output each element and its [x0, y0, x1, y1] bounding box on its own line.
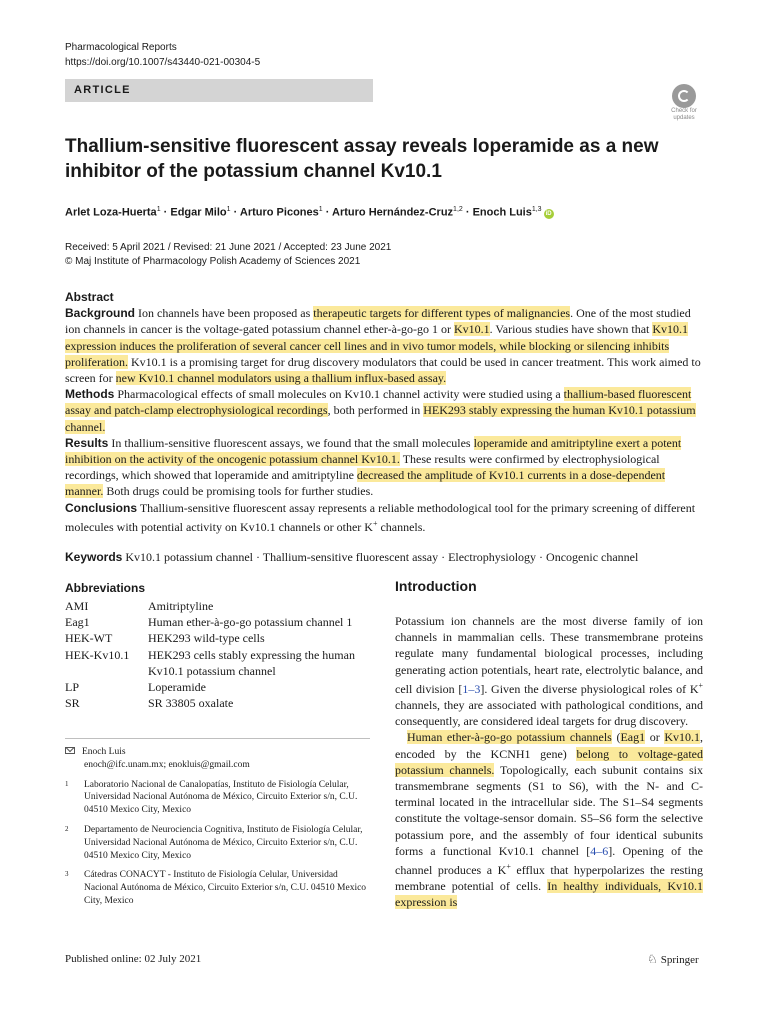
highlighted-text: Eag1	[620, 730, 646, 745]
check-updates-line1: Check for	[671, 108, 697, 114]
dates-line: Received: 5 April 2021 / Revised: 21 June 2021 / Accepted: 23 June 2021	[65, 242, 392, 253]
text-run: channels, they are associated with pathological conditions, and consequently, are considered ideal targets for drug discovery.	[395, 698, 703, 729]
affiliation-text: Cátedras CONACYT - Instituto de Fisiología Celular, Universidad Nacional Autónoma de México, Circuito Exterior s/n, C.U. 04510 Mexico City, Mexico	[84, 870, 367, 906]
highlighted-text: belong to voltage-gated potassium channels.	[395, 746, 703, 777]
affiliation-number: 2	[65, 824, 69, 833]
abbreviation-term: HEK-WT	[65, 631, 113, 646]
keywords-label: Keywords	[65, 550, 123, 564]
abbreviation-definition: Loperamide	[148, 680, 206, 695]
introduction-body	[395, 613, 703, 911]
affiliation-item	[65, 869, 370, 907]
text-run: channels.	[377, 519, 426, 534]
highlighted-text: Kv10.1	[453, 322, 490, 337]
text-run: ]. Given the diverse physiological roles of K	[480, 681, 699, 696]
check-updates-line2: updates	[673, 115, 695, 121]
highlighted-text: loperamide and amitriptyline exert a potent inhibition on the activity of the oncogenic potassium channel Kv10.1.	[65, 435, 682, 467]
text-run: . One of the most studied ion channels in cancer is the voltage-gated potassium channel ether-à-go-go 1 or	[65, 306, 691, 337]
background-label: Background	[65, 306, 136, 321]
text-run: Topologically, each subunit contains six transmembrane segments (S1 to S6), with the N- and C-terminal located in the intracellular side. The S1–S4 segments constitute the voltage-sensor domain. S5–S6 form the selective potassium pore, and the assembly of four identical subunits forms a functional Kv10.1 channel [	[395, 762, 704, 858]
highlighted-text: therapeutic targets for different types of malignancies	[313, 306, 571, 321]
publication-dates	[65, 241, 391, 269]
highlighted-text: Kv10.1	[664, 730, 701, 745]
author-name[interactable]: Arlet Loza-Huerta	[65, 206, 157, 219]
highlighted-text: decreased the amplitude of Kv10.1 currents in a dose-dependent manner.	[65, 468, 666, 499]
results-text	[65, 436, 681, 499]
highlighted-text: Human ether-à-go-go potassium channels	[407, 730, 612, 745]
orcid-icon[interactable]: iD	[545, 210, 552, 217]
article-title: Thallium-sensitive fluorescent assay reveals loperamide as a new inhibitor of the potassium channel Kv10.1	[65, 136, 659, 182]
conclusions-label: Conclusions	[65, 500, 138, 515]
journal-header	[65, 40, 260, 70]
abbreviation-row	[65, 630, 385, 646]
abbreviation-row	[65, 679, 385, 695]
methods-text	[65, 387, 696, 433]
text-run: Potassium ion channels are the most diverse family of ion channels in mammalian cells. These transmembrane proteins regulate many fundamental biological processes, including generating action potentials, heart rate, electrolytic balance, and cell division [	[395, 614, 703, 696]
published-online: Published online: 02 July 2021	[65, 953, 202, 965]
affiliation-list	[65, 779, 370, 908]
abbreviations-list	[65, 598, 385, 711]
text-run: Pharmacological effects of small molecules on Kv10.1 channel activity were studied using a	[117, 387, 564, 402]
author-name[interactable]: Arturo Picones	[239, 206, 319, 219]
text-run: Kv10.1 is a promising target for drug discovery modulators that could be used in cancer treatment. This work aimed to screen for	[65, 354, 701, 386]
journal-name: Pharmacological Reports	[65, 42, 177, 53]
text-run: Thallium-sensitive fluorescent assay represents a reliable methodological tool for the primary screening of different molecules with potential activity on Kv10.1 channels or other K	[65, 500, 696, 534]
abbreviations-heading: Abbreviations	[65, 581, 146, 595]
affiliation-number: 1	[65, 779, 69, 788]
abbreviation-row	[65, 647, 385, 679]
highlighted-text: Kv10.1 expression induces the proliferation of several cancer cell lines and in vivo tumor models, while blocking or silencing inhibits proliferation.	[65, 322, 689, 369]
abbreviation-term: AMI	[65, 599, 89, 613]
abbreviation-definition: HEK293 wild-type cells	[148, 631, 265, 646]
text-run: (	[611, 730, 621, 745]
background-text	[65, 306, 701, 385]
affiliation-text: Departamento de Neurociencia Cognitiva, Instituto de Fisiología Celular, Universidad Nacional Autónoma de México, Circuito Exterior s/n, C.U. 04510 Mexico City, Mexico	[84, 824, 363, 861]
check-for-updates-badge[interactable]	[664, 84, 704, 124]
contact-and-affiliations	[65, 746, 370, 908]
text-run: or	[645, 730, 665, 745]
text-run: Ion channels have been proposed as	[138, 306, 314, 321]
intro-paragraph-2	[395, 729, 703, 910]
text-run: efflux that hyperpolarizes the resting membrane potential of cells.	[395, 863, 704, 894]
springer-horse-icon: ♘	[647, 952, 658, 966]
affiliation-text: Laboratorio Nacional de Canalopatías, Instituto de Fisiología Celular, Universidad Nacional Autónoma de México, Circuito Exterior s/n, C.U. 04510 Mexico City, Mexico	[84, 779, 358, 816]
abbreviation-row	[65, 614, 385, 630]
text-run: , encoded by the KCNH1 gene)	[395, 730, 704, 761]
author-affiliation-mark: 1	[226, 206, 231, 213]
abbreviation-definition: Human ether-à-go-go potassium channel 1	[148, 615, 353, 630]
abstract-conclusions	[65, 500, 703, 535]
citation-link[interactable]: 4–6	[590, 843, 609, 858]
abbreviation-definition: Amitriptyline	[148, 599, 214, 613]
text-run: Both drugs could be promising tools for further studies.	[103, 484, 374, 499]
abbreviation-definition: HEK293 cells stably expressing the human Kv10.1 potassium channel	[148, 647, 355, 678]
envelope-icon	[65, 747, 75, 754]
author-separator: ·	[462, 206, 473, 219]
highlighted-text: HEK293 stably expressing the human Kv10.1 potassium channel.	[65, 403, 696, 434]
abbreviation-definition: SR 33805 oxalate	[148, 696, 234, 711]
abbreviation-term: Eag1	[65, 615, 90, 630]
text-run: +	[506, 862, 511, 872]
author-separator: ·	[230, 206, 240, 219]
affiliation-number: 3	[65, 870, 69, 879]
author-affiliation-mark: 1	[318, 206, 323, 213]
author-list	[65, 202, 554, 221]
conclusions-text	[65, 501, 695, 534]
keywords-line	[65, 549, 703, 565]
author-separator: ·	[160, 206, 171, 219]
contact-name: Enoch Luis	[82, 747, 126, 757]
highlighted-text: thallium-based fluorescent assay and patch-clamp electrophysiological recordings	[65, 387, 692, 418]
publisher-mark	[647, 952, 699, 967]
author-name[interactable]: Arturo Hernández-Cruz	[332, 206, 454, 219]
abbreviation-row	[65, 598, 385, 614]
author-separator: ·	[322, 206, 333, 219]
abstract-section	[65, 289, 703, 535]
author-name[interactable]: Edgar Milo	[170, 206, 227, 219]
text-run: ]. Opening of the channel produces a K	[395, 843, 704, 878]
abbreviation-term: HEK-Kv10.1	[65, 647, 130, 662]
abstract-methods	[65, 386, 703, 435]
methods-label: Methods	[65, 387, 115, 402]
text-run: . Various studies have shown that	[489, 322, 653, 337]
intro-paragraph-1	[395, 613, 703, 729]
abbreviation-row	[65, 695, 385, 711]
copyright-line: © Maj Institute of Pharmacology Polish Academy of Sciences 2021	[65, 256, 361, 267]
results-label: Results	[65, 435, 109, 450]
author-name[interactable]: Enoch Luis	[472, 206, 532, 219]
abstract-results	[65, 435, 703, 500]
corresponding-author	[65, 746, 370, 759]
highlighted-text: In healthy individuals, Kv10.1 expression is	[395, 879, 703, 910]
author-affiliation-mark: 1	[156, 206, 161, 213]
contact-emails[interactable]: enoch@ifc.unam.mx; enokluis@gmail.com	[84, 759, 250, 770]
author-affiliation-mark: 1,2	[453, 206, 463, 213]
author-affiliation-mark: 1,3	[531, 206, 542, 213]
abbreviation-term: SR	[65, 696, 80, 711]
citation-link[interactable]: 1–3	[462, 681, 481, 696]
footnote-divider	[65, 738, 370, 739]
check-updates-icon	[672, 84, 696, 108]
keywords-text: Kv10.1 potassium channel · Thallium-sensitive fluorescent assay · Electrophysiology · Oncogenic channel	[125, 550, 639, 564]
doi-link[interactable]: https://doi.org/10.1007/s43440-021-00304-5	[65, 57, 261, 68]
abstract-background	[65, 305, 703, 386]
text-run: These results were confirmed by electrophysiological recordings, which showed that loperamide and amitriptyline	[65, 452, 660, 483]
introduction-heading: Introduction	[395, 578, 477, 594]
affiliation-item	[65, 779, 370, 817]
affiliation-item	[65, 824, 370, 862]
abbreviation-term: LP	[65, 680, 80, 695]
text-run: +	[698, 680, 703, 690]
article-type-banner: ARTICLE	[65, 79, 373, 102]
text-run: , both performed in	[327, 403, 424, 418]
text-run: In thallium-sensitive fluorescent assays, we found that the small molecules	[111, 435, 474, 450]
highlighted-text: new Kv10.1 channel modulators using a thallium influx-based assay.	[115, 371, 447, 386]
text-run: +	[372, 518, 378, 528]
abstract-heading: Abstract	[65, 290, 114, 304]
publisher-name: Springer	[660, 954, 699, 966]
